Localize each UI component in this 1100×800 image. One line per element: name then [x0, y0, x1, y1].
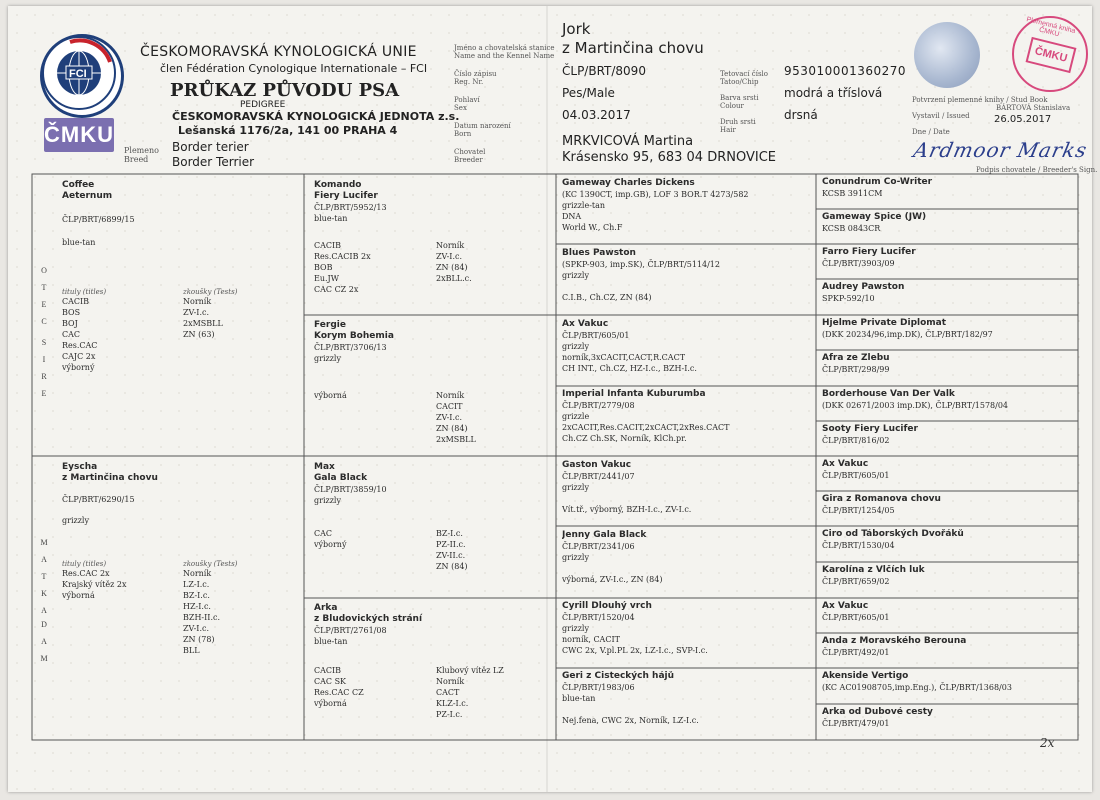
dam-titles: Res.CAC 2x Krajský vítěz 2x výborná	[62, 569, 127, 600]
matka-label: M A T K A	[40, 538, 48, 615]
gggp-cell-5: Afra ze Žlebu ČLP/BRT/298/99	[822, 353, 890, 374]
dam-reg: ČLP/BRT/6290/15	[62, 495, 135, 504]
gp-cell-1: Fergie Korym Bohemia ČLP/BRT/3706/13 grizzly výborná Norník CACIT ZV-I.c. ZN (84) 2xMSBLL	[314, 320, 476, 444]
reg-number: ČLP/BRT/8090	[562, 64, 646, 78]
ggp-cell-0: Gameway Charles Dickens (KC 1390CT, imp.GB), LOF 3 BOR.T 4273/582 grizzle-tan DNA World W., Ch.F	[562, 178, 749, 232]
pedigree-label: PEDIGREE	[240, 100, 286, 110]
ggp-cell-1: Blues Pawston (SPKP-903, imp.SK), ČLP/BRT/5114/12 grizzly C.I.B., Ch.CZ, ZN (84)	[562, 248, 720, 302]
colour-value: modrá a tříslová	[784, 86, 883, 100]
breeder-address: Krásensko 95, 683 04 DRNOVICE	[562, 150, 776, 165]
union-name: ČESKOMORAVSKÁ KYNOLOGICKÁ UNIE	[140, 44, 417, 60]
sire-titles: CACIB BOS BOJ CAC Res.CAC CAJC 2x výborný	[62, 297, 98, 372]
gp-cell-3: Arka z Bludovických strání ČLP/BRT/2761/08 blue-tan CACIB CAC SK Res.CAC CZ výborná Klubový vítěz LZ Norník CACT KLZ-I.c. PZ-I.c.	[314, 603, 504, 719]
fci-label: FCI	[69, 68, 87, 80]
born-label: Datum narození Born	[454, 122, 511, 138]
cmku-logo: ČMKU	[44, 118, 114, 152]
dam-cell	[62, 462, 298, 738]
gggp-cell-0: Conundrum Co-Writer KCSB 3911CM	[822, 177, 933, 198]
date-label: Dne / Date	[912, 128, 950, 136]
sex-value: Pes/Male	[562, 86, 615, 100]
sire-colour: blue-tan	[62, 238, 96, 247]
ggp-cell-7: Geri z Čisteckých hájů ČLP/BRT/1983/06 blue-tan Nej.fena, CWC 2x, Norník, LZ-I.c.	[562, 671, 699, 725]
sire-titles-tests	[62, 288, 298, 373]
gggp-cell-10: Ciro od Táborských Dvořáků ČLP/BRT/1530/04	[822, 529, 964, 550]
stamp-text: Plemenná kniha ČMKU	[1025, 16, 1077, 39]
sign-label: Podpis chovatele / Breeder's Sign.	[976, 166, 1098, 174]
gggp-cell-13: Anda z Moravského Berouna ČLP/BRT/492/01	[822, 636, 967, 657]
breeder-signature: Ardmoor Marks	[911, 138, 1090, 162]
gggp-cell-1: Gameway Spice (JW) KCSB 0843CR	[822, 212, 927, 233]
breed-label-cz: Plemeno	[124, 146, 159, 155]
ggp-cell-5: Jenny Gala Black ČLP/BRT/2341/06 grizzly výborná, ZV-I.c., ZN (84)	[562, 530, 663, 584]
ggp-cell-2: Ax Vakuc ČLP/BRT/605/01 grizzly norník,3xCACIT,CACT,R.CACT CH INT., Ch.CZ, HZ-I.c., BZH-I.c.	[562, 319, 697, 373]
corner-mark: 2x	[1040, 736, 1055, 750]
breed-cz: Border terier	[172, 140, 249, 154]
tattoo-label: Tetovací číslo Tatoo/Chip	[720, 70, 769, 86]
gggp-cell-4: Hjelme Private Diplomat (DKK 20234/96,imp.DK), ČLP/BRT/182/97	[822, 318, 993, 339]
fci-member: člen Fédération Cynologique Internationale – FCI	[160, 62, 428, 75]
gggp-cell-14: Akenside Vertigo (KC AC01908705,imp.Eng.), ČLP/BRT/1368/03	[822, 671, 1012, 692]
gp-cell-0: Komando Fiery Lucifer ČLP/BRT/5952/13 blue-tan CACIB Res.CACIB 2x BOB Eu.JW CAC CZ 2x Norník ZV-I.c. ZN (84) 2xBLL.c.	[314, 180, 472, 294]
issued-label: Vystavil / Issued	[912, 112, 970, 120]
sex-label: Pohlaví Sex	[454, 96, 480, 112]
gggp-cell-12: Ax Vakuc ČLP/BRT/605/01	[822, 601, 890, 622]
otec-label: O T E C	[41, 266, 47, 326]
chip-number: 953010001360270	[784, 64, 907, 78]
born-value: 04.03.2017	[562, 108, 631, 122]
sire-label: S I R E	[41, 338, 47, 398]
sire-tests: Norník ZV-I.c. 2xMSBLL ZN (63)	[183, 297, 223, 339]
issuer-name: BÁRTOVÁ Stanislava	[996, 104, 1071, 112]
sire-cell	[62, 180, 298, 450]
sire-name-2: Aeternum	[62, 191, 113, 201]
dam-name-1: Eyscha	[62, 462, 98, 472]
sire-reg: ČLP/BRT/6899/15	[62, 215, 135, 224]
tests-label: zkoušky (Tests)	[183, 560, 238, 568]
colour-label: Barva srsti Colour	[720, 94, 759, 110]
studbook-label: Potvrzení plemenné knihy / Stud Book	[912, 96, 1048, 104]
dam-name-2: z Martinčina chovu	[62, 473, 158, 483]
breed-en: Border Terrier	[172, 155, 255, 169]
document-title: PRŮKAZ PŮVODU PSA	[170, 80, 400, 101]
association-address: Lešanská 1176/2a, 141 00 PRAHA 4	[178, 124, 398, 137]
dam-colour: grizzly	[62, 516, 90, 525]
reg-label: Číslo zápisu Reg. Nr.	[454, 70, 497, 86]
ggp-cell-3: Imperial Infanta Kuburumba ČLP/BRT/2779/08 grizzle 2xCACIT,Res.CACIT,2xCACT,2xRes.CACT Ch.CZ Ch.SK, Norník, KlCh.pr.	[562, 389, 730, 443]
dam-label: D A M	[40, 620, 48, 663]
name-label: Jméno a chovatelská stanice Name and the Kennel Name	[454, 44, 555, 60]
gp-cell-2: Max Gala Black ČLP/BRT/3859/10 grizzly CAC výborný BZ-I.c. PZ-II.c. ZV-II.c. ZN (84)	[314, 462, 468, 571]
hair-value: drsná	[784, 108, 818, 122]
dog-name: Jork z Martinčina chovu	[562, 20, 704, 57]
titles-label: tituly (titles)	[62, 288, 107, 296]
stamp-cmku: ČMKU	[1026, 37, 1077, 73]
gggp-cell-15: Arka od Dubové cesty ČLP/BRT/479/01	[822, 707, 933, 728]
gggp-cell-3: Audrey Pawston SPKP-592/10	[822, 282, 905, 303]
dam-titles-tests	[62, 560, 298, 656]
titles-label: tituly (titles)	[62, 560, 107, 568]
hair-label: Druh srsti Hair	[720, 118, 756, 134]
ggp-cell-6: Cyrill Dlouhý vrch ČLP/BRT/1520/04 grizzly norník, CACIT CWC 2x, V.pl.PL 2x, LZ-I.c., SVP-I.c.	[562, 601, 708, 655]
gggp-cell-9: Gira z Romanova chovu ČLP/BRT/1254/05	[822, 494, 941, 515]
association-name: ČESKOMORAVSKÁ KYNOLOGICKÁ JEDNOTA z.s.	[172, 110, 460, 123]
gggp-cell-2: Farro Fiery Lucifer ČLP/BRT/3903/09	[822, 247, 916, 268]
ggp-cell-4: Gaston Vakuc ČLP/BRT/2441/07 grizzly Vít.tř., výborný, BZH-I.c., ZV-I.c.	[562, 460, 692, 514]
tests-label: zkoušky (Tests)	[183, 288, 238, 296]
sire-name-1: Coffee	[62, 180, 95, 190]
issued-date: 26.05.2017	[994, 114, 1052, 125]
breeder-name: MRKVICOVÁ Martina	[562, 134, 694, 149]
breeder-label: Chovatel Breeder	[454, 148, 486, 164]
gggp-cell-6: Borderhouse Van Der Valk (DKK 02671/2003 imp.DK), ČLP/BRT/1578/04	[822, 389, 1009, 410]
dam-tests: Norník LZ-I.c. BZ-I.c. HZ-I.c. BZH-II.c. ZV-I.c. ZN (78) BLL	[183, 569, 221, 655]
breed-label-en: Breed	[124, 155, 149, 164]
gggp-cell-7: Sooty Fiery Lucifer ČLP/BRT/816/02	[822, 424, 918, 445]
gggp-cell-11: Karolína z Vlčích luk ČLP/BRT/659/02	[822, 565, 925, 586]
gggp-cell-8: Ax Vakuc ČLP/BRT/605/01	[822, 459, 890, 480]
